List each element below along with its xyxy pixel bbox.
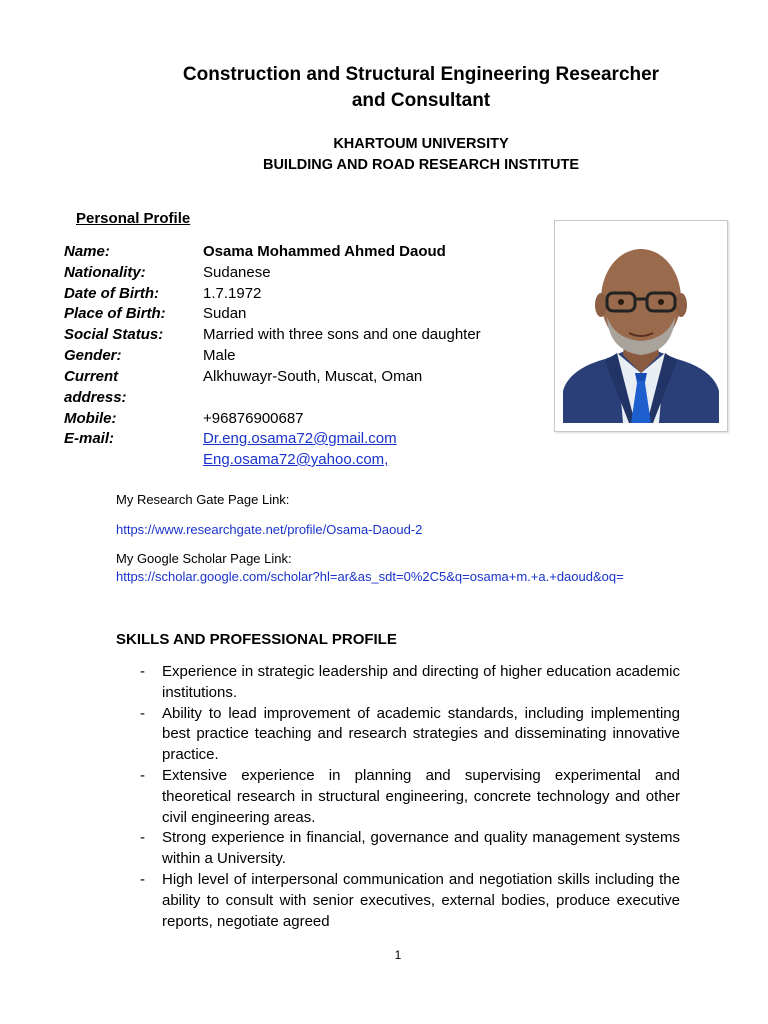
- skill-text: Experience in strategic leadership and directing of higher education academic institutions.: [162, 663, 680, 701]
- profile-photo: [554, 220, 728, 432]
- list-dash: -: [140, 766, 145, 784]
- skill-text: Ability to lead improvement of academic standards, including implementing best practice teaching and research strategies and disseminating innovative practice.: [162, 704, 680, 764]
- pob-value: Sudan: [203, 305, 247, 322]
- skill-text: Extensive experience in planning and supervising experimental and theoretical research in structural engineering, concrete technology and other civil engineering areas.: [162, 766, 680, 826]
- google-scholar-label: My Google Scholar Page Link:: [116, 551, 292, 566]
- list-dash: -: [140, 829, 145, 847]
- name-value: Osama Mohammed Ahmed Daoud: [203, 243, 446, 260]
- page-number: 1: [394, 948, 402, 962]
- skill-item: [140, 662, 680, 704]
- document-title-line2: and Consultant: [351, 90, 491, 111]
- nationality-label: Nationality:: [64, 264, 146, 281]
- skills-list: [140, 662, 680, 932]
- email-link-yahoo[interactable]: Eng.osama72@yahoo.com,: [203, 451, 389, 468]
- document-title-line1: Construction and Structural Engineering Researcher: [182, 64, 660, 85]
- google-scholar-link[interactable]: https://scholar.google.com/scholar?hl=ar&as_sdt=0%2C5&q=osama+m.+a.+daoud&oq=: [116, 569, 624, 584]
- mobile-value: +96876900687: [203, 410, 304, 427]
- skill-item: [140, 704, 680, 766]
- address-value: Alkhuwayr-South, Muscat, Oman: [203, 368, 423, 385]
- skills-heading: SKILLS AND PROFESSIONAL PROFILE: [116, 631, 397, 648]
- social-status-label: Social Status:: [64, 326, 164, 343]
- name-label: Name:: [64, 243, 110, 260]
- mobile-label: Mobile:: [64, 410, 117, 427]
- dob-label: Date of Birth:: [64, 285, 159, 302]
- gender-label: Gender:: [64, 347, 122, 364]
- skill-text: High level of interpersonal communication and negotiation skills including the ability to consult with senior executives, external bodies, produce executive reports, negotiate agreed: [162, 870, 680, 930]
- personal-profile-heading: Personal Profile: [76, 210, 191, 227]
- email-label: E-mail:: [64, 430, 115, 447]
- list-dash: -: [140, 870, 145, 888]
- skill-text: Strong experience in financial, governance and quality management systems within a University.: [162, 829, 680, 868]
- address-label-line2: address:: [64, 389, 127, 406]
- gender-value: Male: [203, 347, 236, 364]
- institute-name: BUILDING AND ROAD RESEARCH INSTITUTE: [262, 157, 580, 173]
- social-status-value: Married with three sons and one daughter: [203, 326, 481, 343]
- pob-label: Place of Birth:: [64, 305, 166, 322]
- email-link-gmail[interactable]: Dr.eng.osama72@gmail.com: [203, 430, 397, 447]
- skill-item: [140, 766, 680, 828]
- skill-item: [140, 870, 680, 932]
- university-name: KHARTOUM UNIVERSITY: [333, 136, 509, 152]
- list-dash: -: [140, 663, 145, 680]
- portrait-illustration: [555, 221, 727, 431]
- dob-value: 1.7.1972: [203, 285, 262, 302]
- skill-item: [140, 828, 680, 870]
- nationality-value: Sudanese: [203, 264, 271, 281]
- research-gate-link[interactable]: https://www.researchgate.net/profile/Osama-Daoud-2: [116, 522, 423, 537]
- research-gate-label: My Research Gate Page Link:: [116, 492, 290, 507]
- address-label-line1: Current: [64, 368, 119, 385]
- list-dash: -: [140, 704, 145, 722]
